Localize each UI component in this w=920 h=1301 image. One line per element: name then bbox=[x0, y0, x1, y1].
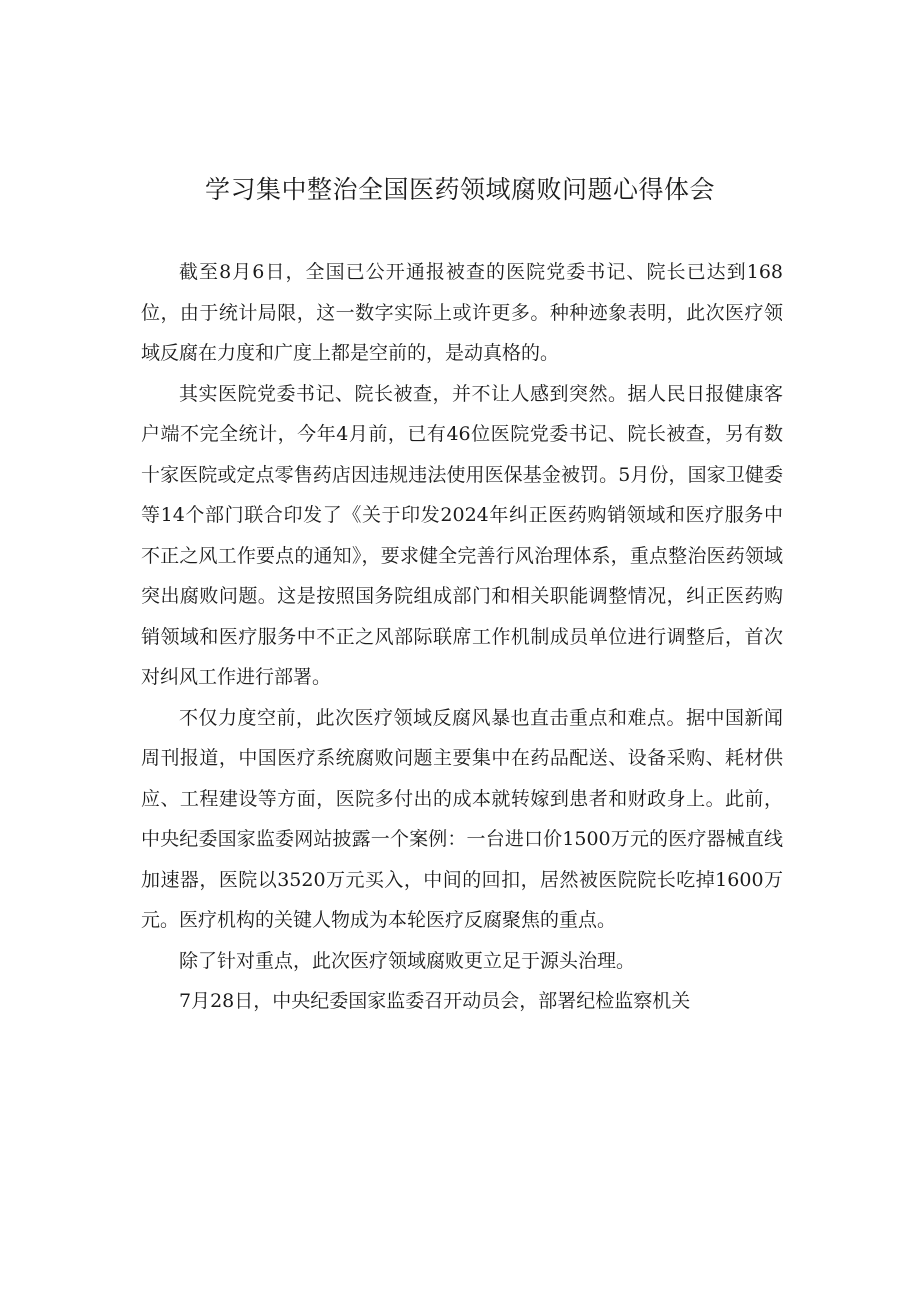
document-body bbox=[141, 252, 783, 1022]
paragraph-5: 7月28日，中央纪委国家监委召开动员会，部署纪检监察机关 bbox=[179, 990, 691, 1012]
paragraph-3: 不仅力度空前，此次医疗领域反腐风暴也直击重点和难点。据中国新闻周刊报道，中国医疗系统腐败问题主要集中在药品配送、设备采购、耗材供应、工程建设等方面，医院多付出的成本就转嫁到患者和财政身上。此前，中央纪委国家监委网站披露一个案例：一台进口价1500万元的医疗器械直线加速器，医院以3520万元买入，中间的回扣，居然被医院院长吃掉1600万元。医疗机构的关键人物成为本轮医疗反腐聚焦的重点。 bbox=[141, 706, 783, 931]
paragraph-2: 其实医院党委书记、院长被查，并不让人感到突然。据人民日报健康客户端不完全统计，今年4月前，已有46位医院党委书记、院长被查，另有数十家医院或定点零售药店因违规违法使用医保基金被罚。5月份，国家卫健委等14个部门联合印发了《关于印发2024年纠正医药购销领域和医疗服务中不正之风工作要点的通知》，要求健全完善行风治理体系，重点整治医药领域突出腐败问题。这是按照国务院组成部门和相关职能调整情况，纠正医药购销领域和医疗服务中不正之风部际联席工作机制成员单位进行调整后，首次对纠风工作进行部署。 bbox=[141, 382, 783, 688]
document-title: 学习集中整治全国医药领域腐败问题心得体会 bbox=[204, 175, 715, 204]
paragraph-1: 截至8月6日，全国已公开通报被查的医院党委书记、院长已达到168位，由于统计局限，这一数字实际上或许更多。种种迹象表明，此次医疗领域反腐在力度和广度上都是空前的，是动真格的。 bbox=[141, 261, 783, 364]
paragraph-4: 除了针对重点，此次医疗领域腐败更立足于源头治理。 bbox=[179, 949, 636, 972]
